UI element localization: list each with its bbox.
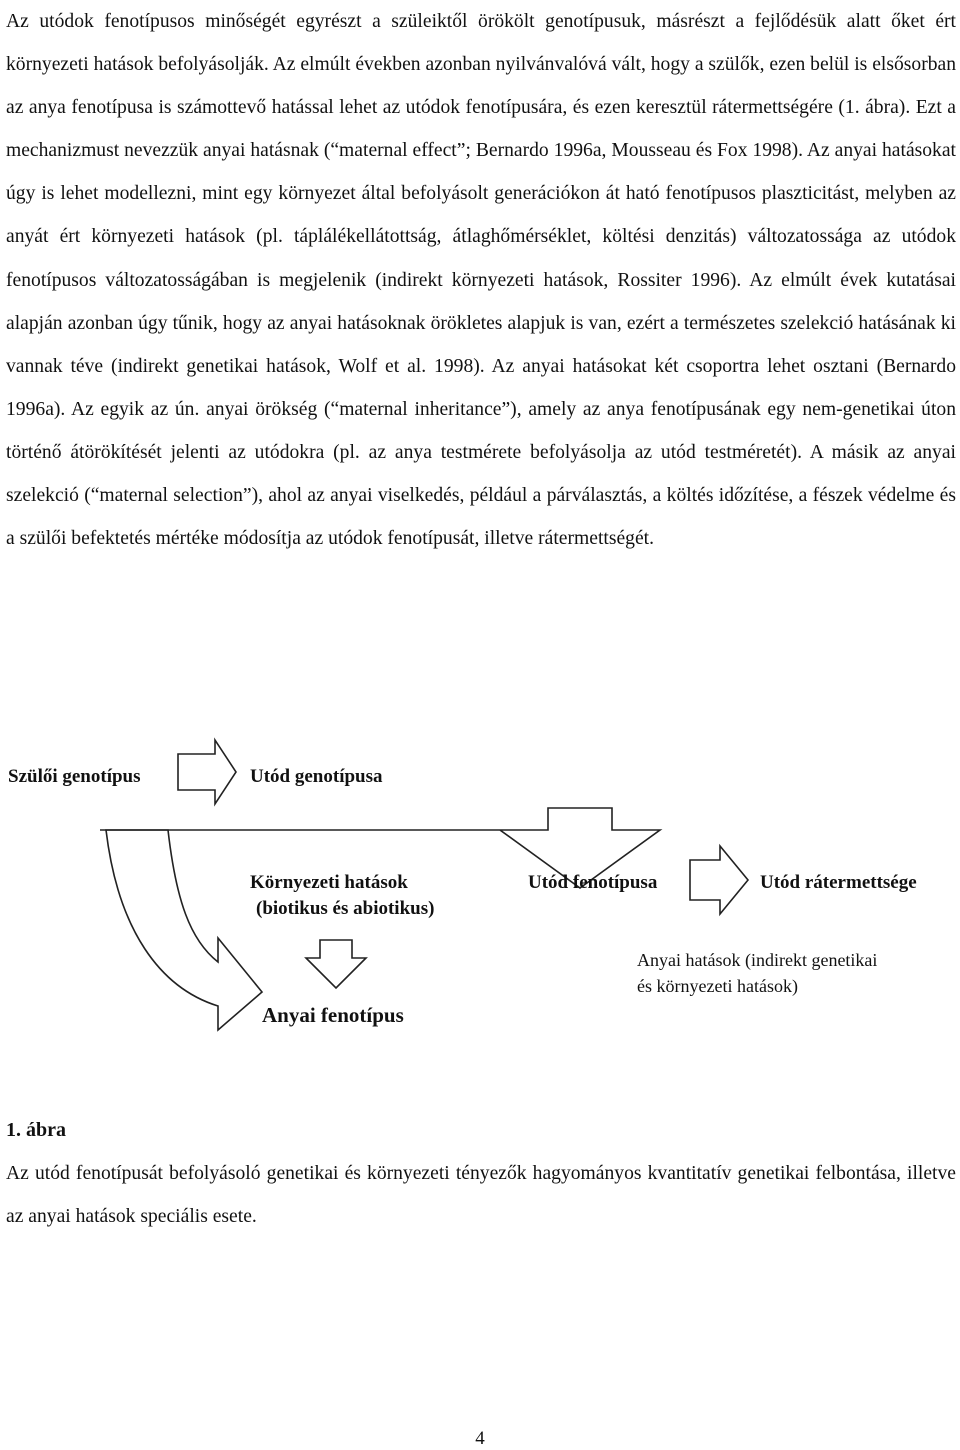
offspring-phenotype-label: Utód fenotípusa	[528, 872, 658, 893]
environment-label-line1: Környezeti hatások	[250, 872, 408, 893]
arrow-right-fitness	[690, 846, 748, 914]
maternal-phenotype-label: Anyai fenotípus	[262, 1003, 404, 1027]
arrow-down-environment	[306, 940, 366, 988]
maternal-effects-label-line1: Anyai hatások (indirekt genetikai	[637, 950, 878, 970]
page-number: 4	[475, 1428, 485, 1449]
figure-caption: Az utód fenotípusát befolyásoló genetikai és környezeti tényezők hagyományos kvantitatív genetikai felbontása, illetve az anyai hatások speciális esete.	[6, 1163, 956, 1227]
environment-label-line2: (biotikus és abiotikus)	[256, 898, 435, 919]
offspring-genotype-label: Utód genotípusa	[250, 766, 383, 787]
offspring-fitness-label: Utód rátermettsége	[760, 872, 917, 893]
arrow-right-genotype	[178, 740, 236, 804]
parent-genotype-label: Szülői genotípus	[8, 766, 141, 787]
body-paragraph: Az utódok fenotípusos minőségét egyrészt a szüleiktől örökölt genotípusuk, másrészt a fejlődésük alatt őket ért környezeti hatások befolyásolják. Az elmúlt években azonban nyilvánvalóvá vált, hogy a szülők, ezen belül is elsősorban az anya fenotípusa is számottevő hatással lehet az utódok fenotípusára, és ezen keresztül rátermettségére (1. ábra). Ezt a mechanizmust nevezzük anyai hatásnak (“maternal effect”; Bernardo 1996a, Mousseau és Fox 1998). Az anyai hatásokat úgy is lehet modellezni, mint egy környezet által befolyásolt generációkon át ható fenotípusos plaszticitást, melyben az anyát ért környezeti hatások (pl. táplálékellátottság, átlaghőmérséklet, költési denzitás) változatossága az utódok fenotípusos változatosságában is megjelenik (indirekt környezeti hatások, Rossiter 1996). Az elmúlt évek kutatásai alapján azonban úgy tűnik, hogy az anyai hatásoknak örökletes alapjuk is van, ezért a természetes szelekció hatásának ki vannak téve (indirekt genetikai hatások, Wolf et al. 1998). Az anyai hatásokat két csoportra lehet osztani (Bernardo 1996a). Az egyik az ún. anyai örökség (“maternal inheritance”), amely az anya fenotípusának egy nem-genetikai úton történő átörökítését jelenti az utódokra (pl. az anya testmérete befolyásolja az utód testméretét). A másik az anyai szelekció (“maternal selection”), ahol az anyai viselkedés, például a párválasztás, a költés időzítése, a fészek védelme és a szülői befektetés mértéke módosítja az utódok fenotípusát, illetve rátermettségét.	[6, 11, 957, 550]
figure-title: 1. ábra	[6, 1119, 66, 1141]
maternal-effect-diagram	[0, 730, 960, 1070]
arrow-curve-maternal	[106, 830, 262, 1030]
maternal-effects-label-line2: és környezeti hatások)	[637, 976, 798, 996]
